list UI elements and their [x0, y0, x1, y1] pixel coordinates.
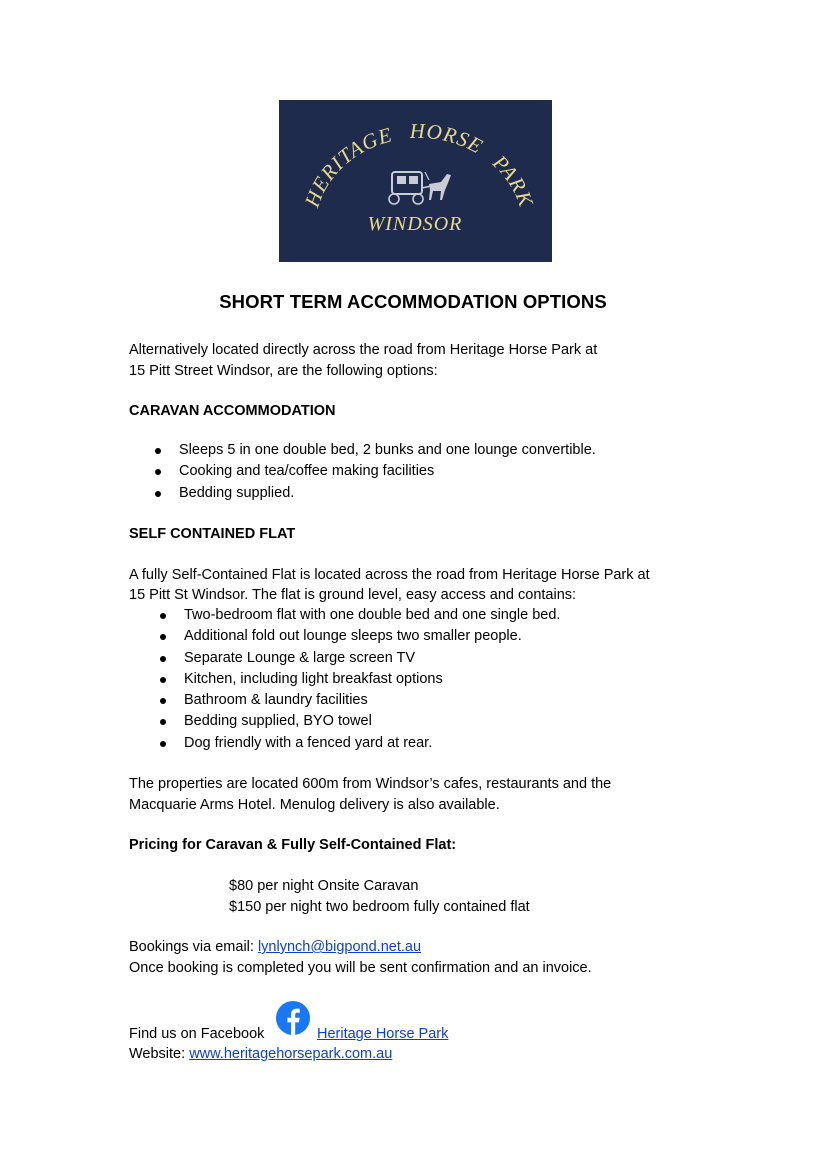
list-item: Sleeps 5 in one double bed, 2 bunks and one lounge convertible.: [0, 440, 596, 461]
logo-word-heritage: HERITAGE: [299, 122, 396, 211]
website-link[interactable]: www.heritagehorsepark.com.au: [189, 1046, 393, 1062]
location-line-2: Macquarie Arms Hotel. Menulog delivery is also available.: [129, 797, 500, 813]
facebook-link[interactable]: [317, 1024, 448, 1044]
list-item: Bathroom & laundry facilities: [0, 690, 560, 711]
price-caravan: $80 per night Onsite Caravan: [229, 878, 419, 894]
intro-line-2: 15 Pitt Street Windsor, are the following options:: [129, 363, 438, 379]
list-item: Bedding supplied.: [0, 483, 596, 504]
logo: [279, 100, 552, 262]
intro-line-1: Alternatively located directly across the road from Heritage Horse Park at: [129, 342, 598, 358]
logo-artwork: [279, 100, 552, 262]
list-item: Separate Lounge & large screen TV: [0, 648, 560, 669]
bookings-label: Bookings via email:: [129, 939, 258, 955]
location-line-1: The properties are located 600m from Windsor’s cafes, restaurants and the: [129, 776, 612, 792]
pricing-heading: Pricing for Caravan & Fully Self-Contained Flat:: [129, 837, 457, 853]
logo-arc-text: [299, 119, 538, 211]
price-flat: $150 per night two bedroom fully contained flat: [229, 899, 530, 915]
facebook-icon[interactable]: [276, 1001, 310, 1035]
flat-line-1: A fully Self-Contained Flat is located across the road from Heritage Horse Park at: [129, 567, 650, 583]
website-line: [129, 1044, 392, 1064]
facebook-link-text[interactable]: Heritage Horse Park: [317, 1026, 449, 1042]
logo-word-windsor: WINDSOR: [367, 213, 463, 235]
email-link[interactable]: lynlynch@bigpond.net.au: [257, 939, 422, 955]
horse-and-carriage-icon: [389, 172, 451, 204]
page-title: SHORT TERM ACCOMMODATION OPTIONS: [219, 291, 607, 312]
website-label: Website:: [129, 1046, 190, 1062]
list-item: Bedding supplied, BYO towel: [0, 711, 560, 732]
flat-line-2: 15 Pitt St Windsor. The flat is ground level, easy access and contains:: [129, 587, 577, 603]
caravan-heading: CARAVAN ACCOMMODATION: [129, 403, 336, 419]
bookings-line: [129, 937, 421, 957]
list-item: Dog friendly with a fenced yard at rear.: [0, 733, 560, 754]
list-item: Additional fold out lounge sleeps two smaller people.: [0, 626, 560, 647]
flat-heading: SELF CONTAINED FLAT: [129, 526, 296, 542]
flat-list: [0, 605, 560, 754]
logo-word-park: PARK: [488, 150, 539, 211]
caravan-list: [0, 440, 596, 504]
list-item: Two-bedroom flat with one double bed and one single bed.: [0, 605, 560, 626]
list-item: Cooking and tea/coffee making facilities: [0, 461, 596, 482]
facebook-label: Find us on Facebook: [129, 1026, 265, 1042]
bookings-note: Once booking is completed you will be sent confirmation and an invoice.: [129, 960, 592, 976]
list-item: Kitchen, including light breakfast options: [0, 669, 560, 690]
logo-word-horse: HORSE: [409, 118, 488, 159]
